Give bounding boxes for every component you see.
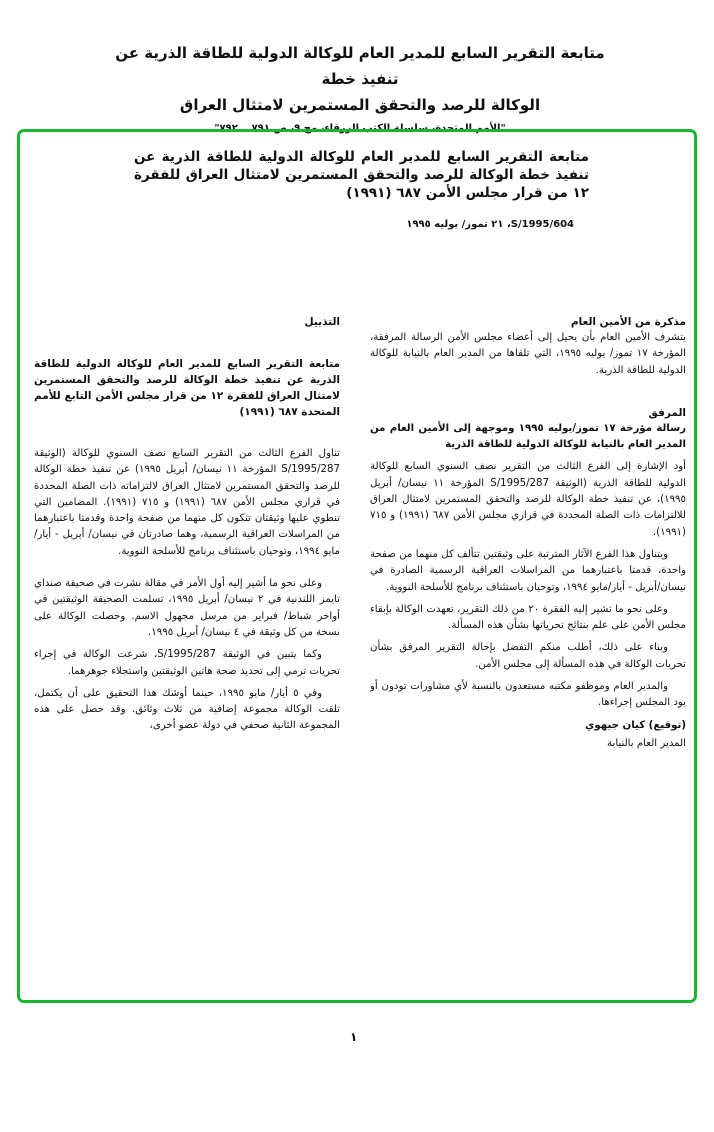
right-column-note bbox=[370, 314, 686, 752]
annex-paragraph-5: والمدير العام وموظفو مكتبه مستعدون بالنسبة لأي مشاورات تودون أو يود المجلس إجراءها. bbox=[370, 681, 686, 709]
note-paragraph: يتشرف الأمين العام بأن يحيل إلى أعضاء مجلس الأمن الرسالة المرفقة، المؤرخة ١٧ تموز/ يوليه ١٩٩٥، التي تلقاها من المدير العام بالنيابة للوكالة الدولية للطاقة الذرية. bbox=[370, 332, 686, 376]
appendix-paragraph-4: وفي ٥ أيار/ مايو ١٩٩٥، حينما أوشك هذا التحقيق على أن يكتمل، تلقت الوكالة مجموعة إضافية من ثلاث وثائق. وقد حصل على هذه المجموعة الثانية صحفي في دولة عضو أخرى، bbox=[34, 687, 340, 732]
signatory-title: المدير العام بالنيابة bbox=[607, 737, 686, 749]
page-number: ١ bbox=[350, 1030, 358, 1044]
annex-heading: رسالة مؤرخة ١٧ تموز/يوليه ١٩٩٥ وموجهة إلى الأمين العام من المدير العام بالنيابة للوكالة الدولية للطاقة الذرية bbox=[370, 422, 686, 451]
annex-paragraph-4: وبناء على ذلك، أطلب منكم التفضل بإحالة التقرير المرفق بشأن تحريات الوكالة في هذه المسألة إلى مجلس الأمن. bbox=[370, 642, 686, 670]
annex-paragraph-1: أود الإشارة إلى الفرع الثالث من التقرير نصف السنوي السابع للوكالة الدولية للطاقة الذرية (الوثيقة S/1995/287 المؤرخة ١١ نيسان/ أبريل ١٩٩٥)، عن تنفيذ خطة الوكالة للرصد والتحقق المستمرين لامتثال العراق للالتزامات ذات الصلة المحددة في قراري مجلس الأمن ٦٨٧ (١٩٩١) و ٧١٥ (١٩٩١). bbox=[370, 461, 686, 538]
appendix-paragraph-2: وعلى نحو ما أشير إليه أول الأمر في مقالة نشرت في صحيفة صنداي تايمز اللندنية في ٢ نيسان/ أبريل ١٩٩٥، تسلمت الصحيفة الوثيقتين في أواخر شباط/ فبراير من مرسل مجهول الاسم. وحصلت الوكالة على نسخة من كل وثيقة في ٤ نيسان/ أبريل ١٩٩٥. bbox=[34, 578, 340, 638]
document-date: ٢١ تموز/ يوليه ١٩٩٥ bbox=[406, 219, 504, 230]
symbol-separator: ، bbox=[503, 219, 511, 230]
annex-paragraph-2: ويتناول هذا الفرع الآثار المترتبة على وثيقتين تتألف كل منهما من صفحة واحدة، قدمتا باعتبارهما من المراسلات العراقية الرسمية الصادرة في نيسان/أبريل - أيار/مايو ١٩٩٤، وتوحيان باستئناف برنامج للأسلحة النووية. bbox=[370, 548, 686, 593]
signature: (توقيع) كيان جيهوي bbox=[585, 719, 686, 731]
annex-label: المرفق bbox=[648, 406, 686, 419]
appendix-sub-heading: متابعة التقرير السابع للمدير العام للوكالة الدولية للطاقة الذرية عن تنفيذ خطة الوكالة للرصد والتحقق المستمرين لامتثال العراق للفقرة ١٢ من قرار مجلس الأمن التابع للأمم المتحدة ٦٨٧ (١٩٩١) bbox=[34, 358, 340, 418]
appendix-paragraph-1: تناول الفرع الثالث من التقرير السابع نصف السنوي للوكالة (الوثيقة S/1995/287 المؤرخة ١١ نيسان/ أبريل ١٩٩٥) عن تنفيذ خطة الوكالة للرصد والتحقق المستمرين لامتثال العراق لالتزاماته ذات الصلة المحددة في قراري مجلس الأمن ٦٨٧ (١٩٩١) و ٧١٥ (١٩٩١). المضامين التي تنطوي عليها وثيقتان تتكون كل منهما من صفحة واحدة وقدمتا باعتبارهما من المراسلات العراقية الرسمية، وهما صادرتان في نيسان/ أبريل - أيار/ مايو ١٩٩٤، وتوحيان باستئناف برنامج للأسلحة النووية. bbox=[34, 448, 341, 557]
header-title-line-2: الوكالة للرصد والتحقق المستمرين لامتثال العراق bbox=[179, 96, 541, 114]
document-title: متابعة التقرير السابع للمدير العام للوكالة الدولية للطاقة الذرية عن تنفيذ خطة الوكالة للرصد والتحقق المستمرين لامتثال العراق للفقرة ١٢ من قرار مجلس الأمن ٦٨٧ (١٩٩١) bbox=[134, 149, 589, 201]
note-heading: مذكرة من الأمين العام bbox=[570, 316, 686, 328]
document-symbol: S/1995/604 bbox=[510, 219, 574, 230]
appendix-paragraph-3: وكما يتبين في الوثيقة S/1995/287، شرعت الوكالة في إجراء تحريات ترمي إلى تحديد صحة هاتين الوثيقتين واستجلاء جوهرهما. bbox=[34, 649, 340, 677]
document-symbol-line bbox=[406, 219, 574, 230]
header-source-citation: "الأمم المتحدة، سلسلة الكتب الزرقاء، مج ٩، ص ٧٩١ ــ ٧٩٢" bbox=[214, 123, 506, 134]
page-header bbox=[100, 40, 620, 136]
appendix-heading: التذييل bbox=[304, 316, 340, 328]
left-column-appendix bbox=[34, 314, 340, 741]
header-title-line-1: متابعة التقرير السابع للمدير العام للوكالة الدولية للطاقة الذرية عن تنفيذ خطة bbox=[115, 44, 605, 88]
annex-paragraph-3: وعلى نحو ما تشير إليه الفقرة ٢٠ من ذلك التقرير، تعهدت الوكالة بإبقاء مجلس الأمن على علم بنتائج تحرياتها بشأن هذه المسألة. bbox=[370, 603, 686, 632]
